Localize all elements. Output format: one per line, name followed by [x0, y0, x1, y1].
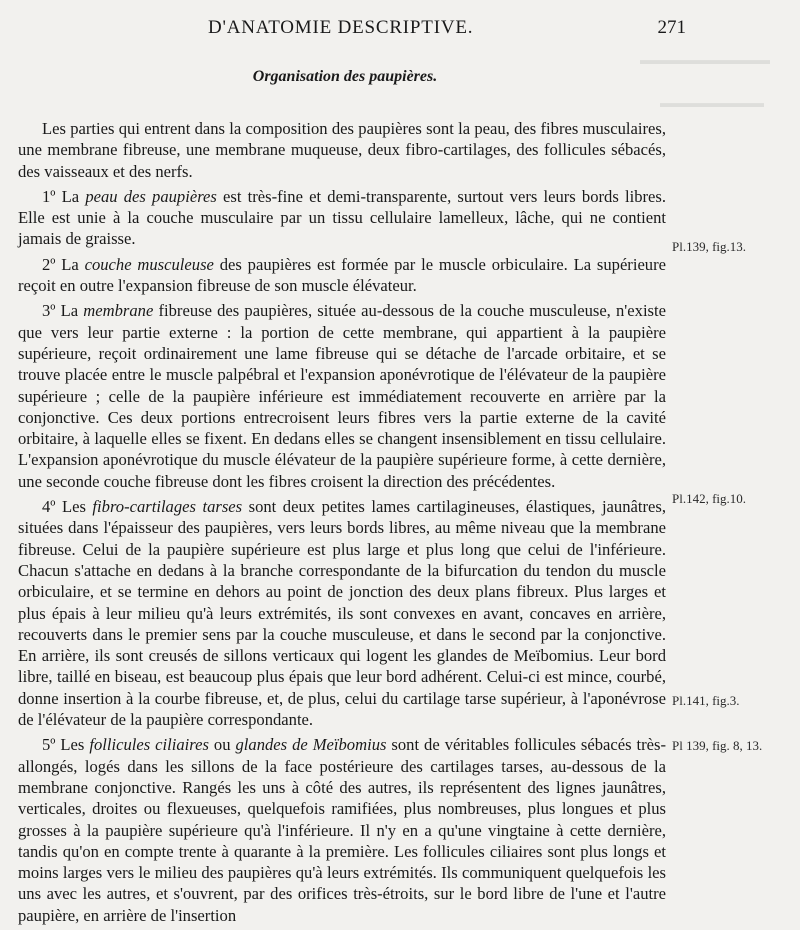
page-number: 271 — [657, 17, 686, 38]
text-run: 1º La — [42, 186, 86, 206]
margin-note: Pl.142, fig.10. — [672, 491, 747, 506]
paragraph — [18, 254, 666, 297]
text-run: ou — [208, 735, 236, 755]
text-run: sont de véritables follicules sébacés très-allongés, logés dans les sillons de la face postérieure des cartilages tarses, au-dessous de la membrane conjonctive. Rangés les uns à côté des autres, ils représentent des lignes jaunâtres, verticales, droites ou flexueuses, quelquefois ramifiées, plus nombreuses, plus longues et plus grosses à la paupière supérieure qu'à l'inférieure. Il n'y en a qu'une vingtaine à cette dernière, tandis qu'on en compte trente à quarante à la première. Les follicules ciliaires sont plus longs et moins larges vers le milieu des paupières qu'à leurs extrémités. Ils communiquent quelquefois les uns avec les autres, et s'ouvrent, par des orifices très-étroits, sur le bord libre de l'une et l'autre paupière, en arrière de l'insertion — [18, 735, 667, 925]
italic-term: glandes de Meïbomius — [235, 735, 387, 755]
text-run: fibreuse des paupières, située au-dessous de la couche musculeuse, n'existe que vers leur partie externe : la portion de cette membrane, qui appartient à la paupière supérieure, reçoit ordinairement une lame fibreuse qui se détache de l'arcade orbitaire, et se trouve placée entre le muscle palpébral et l'expansion aponévrotique de l'élévateur de la paupière supérieure ; celle de la paupière inférieure est immédiatement recouverte en arrière par la conjonctive. Ces deux portions entrecroisent leurs fibres vers la partie externe de la cavité orbitaire, à laquelle elles se fixent. En dedans elles se changent insensiblement en tissu cellulaire. L'expansion aponévrotique du muscle élévateur de la paupière supérieure forme, à cette dernière, une seconde couche fibreuse dont les fibres croisent la direction des précédentes. — [18, 301, 666, 491]
text-run: est très-fine et demi-transparente, surtout vers leurs bords libres. Elle est unie à la couche musculaire par un tissu cellulaire lamelleux, lâche, qui ne contient jamais de graisse. — [18, 186, 666, 249]
margin-note: Pl.139, fig.13. — [672, 239, 747, 254]
italic-term: couche musculeuse — [84, 254, 214, 274]
text-run: 2º La — [42, 254, 85, 274]
paragraph — [18, 496, 666, 730]
italic-term: fibro-cartilages tarses — [92, 497, 243, 517]
section-title: Organisation des paupières. — [252, 68, 438, 85]
text-run: Les parties qui entrent dans la composition des paupières sont la peau, des fibres musculaires, une membrane fibreuse, une membrane muqueuse, deux fibro-cartilages, des follicules sébacés, des vaisseaux et des nerfs. — [18, 119, 666, 181]
margin-note: Pl 139, fig. 8, 13. — [672, 738, 763, 753]
margin-note: Pl.141, fig.3. — [672, 693, 740, 708]
text-run: sont deux petites lames cartilagineuses, élastiques, jaunâtres, situées dans l'épaisseur des paupières, vers leurs bords libres, au même niveau que la membrane fibreuse. Celui de la paupière supérieure est plus large et plus long que celui de l'inférieure. Chacun s'attache en dedans à la branche correspondante de la bifurcation du tendon du muscle orbiculaire, et se termine en dehors au point de jonction des deux plans fibreux. Plus larges et plus épais à leur milieu qu'à leurs extrémités, ils sont convexes en avant, concaves en arrière, recouverts dans le premier sens par la couche musculeuse, et dans le second par la conjonctive. En arrière, ils sont creusés de sillons verticaux qui logent les glandes de Meïbomius. Leur bord libre, taillé en biseau, est beaucoup plus épais que leur bord adhérent. Celui-ci est mince, courbé, donne insertion à la courbe fibreuse, et, de plus, celui du cartilage tarse supérieur, à l'aponévrose de l'élévateur de la paupière correspondante. — [18, 497, 666, 730]
page-header — [150, 17, 686, 41]
text-run: 4º Les — [42, 497, 93, 517]
paragraph — [18, 186, 666, 250]
italic-term: peau des paupières — [85, 186, 217, 206]
italic-term: follicules ciliaires — [89, 735, 209, 755]
running-title: D'ANATOMIE DESCRIPTIVE. — [208, 17, 474, 38]
text-run: 3º La — [42, 301, 84, 321]
paragraph — [18, 118, 666, 182]
text-run: des paupières est formée par le muscle orbiculaire. La supérieure reçoit en outre l'expansion fibreuse de son muscle élévateur. — [18, 254, 666, 296]
paragraph — [18, 300, 666, 492]
paragraph — [18, 734, 666, 926]
italic-term: membrane — [83, 301, 154, 321]
text-run: 5º Les — [42, 735, 90, 755]
bleed-through-texture: ▬▬▬▬▬▬▬▬▬▬ — [640, 52, 770, 67]
bleed-through-texture: ▬▬▬▬▬▬▬▬ — [660, 95, 764, 110]
body-text — [18, 118, 666, 930]
